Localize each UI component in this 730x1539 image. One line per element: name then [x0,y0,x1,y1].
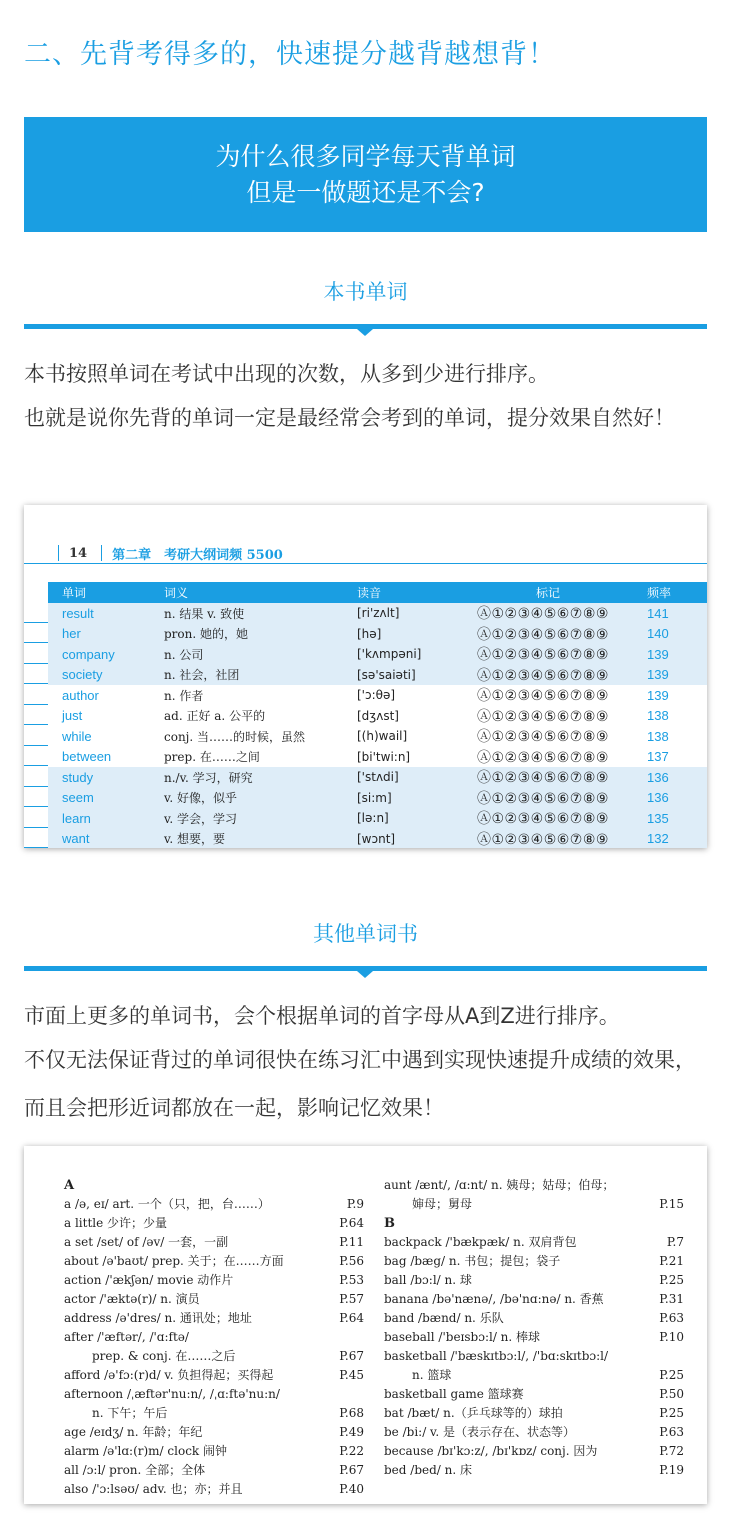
dictionary-entry [384,1290,684,1309]
entry-text: n. 篮球 [412,1368,452,1382]
frequency-cell: 141 [633,603,707,624]
dictionary-entry [64,1480,364,1499]
phonetic-cell: [si:m] [343,788,463,809]
entry-text: 婶母；舅母 [412,1197,473,1211]
entry-text: after /'æftər/, /'ɑ:ftə/ [64,1330,189,1344]
dictionary-entry [64,1442,364,1461]
entry-page: P.7 [666,1235,684,1249]
entry-text: baseball /'beɪsbɔ:l/ n. 棒球 [384,1330,541,1344]
phonetic-cell: ['ɔ:θə] [357,688,396,703]
dictionary-entry [384,1271,684,1290]
dictionary-entry [384,1195,684,1214]
entry-text: bat /bæt/ n.（乒乓球等的）球拍 [384,1406,563,1420]
entry-text: n. 下午；午后 [92,1406,168,1420]
banner-line-1: 为什么很多同学每天背单词 [215,141,516,171]
frequency-cell: 132 [633,829,707,849]
dictionary-entry [384,1423,684,1442]
entry-page: P.53 [339,1273,364,1287]
phonetic-cell: [bi'twi:n] [357,749,411,764]
word-cell: author [62,687,99,703]
dictionary-entry [384,1328,684,1347]
entry-page: P.10 [659,1330,684,1344]
entry-text: bed /bed/ n. 床 [384,1463,473,1477]
dictionary-entry [64,1252,364,1271]
word-cell: her [48,624,150,645]
phonetic-cell: [dʒʌst] [357,708,399,723]
dictionary-entry [64,1195,364,1214]
section2-rule [24,966,707,971]
frequency-cell: 139 [647,687,669,703]
dictionary-entry [64,1423,364,1442]
entry-text: be /bi:/ v. 是（表示存在、状态等） [384,1425,576,1439]
dictionary-column-right [384,1176,684,1480]
table-row [48,747,707,768]
meaning-cell: v. 学会，学习 [150,808,343,829]
dictionary-entry [64,1233,364,1252]
dictionary-entry [64,1290,364,1309]
meaning-cell: n. 作者 [164,688,204,703]
word-cell: between [62,749,112,765]
dictionary-entry [64,1347,364,1366]
frequency-table [48,582,707,848]
entry-page: P.56 [339,1254,364,1268]
phonetic-cell: [wɔnt] [343,829,463,849]
dictionary-entry [384,1385,684,1404]
section1-title: 本书单词 [323,280,408,304]
word-cell: while [62,728,92,744]
entry-page: P.31 [659,1292,684,1306]
row-marker [24,828,48,849]
word-cell: learn [48,808,150,829]
entry-page: P.57 [339,1292,364,1306]
frequency-cell: 136 [633,767,707,788]
entry-page: P.19 [659,1463,684,1477]
entry-page: P.25 [659,1406,684,1420]
book-page-header [48,543,283,563]
frequency-cell: 138 [647,728,669,744]
dictionary-entry [384,1347,684,1366]
marks-cell: Ⓐ①②③④⑤⑥⑦⑧⑨ [463,644,633,665]
dictionary-entry [64,1328,364,1347]
entry-page: P.72 [659,1444,684,1458]
frequency-cell: 135 [633,808,707,829]
row-marker [24,766,48,787]
marks-cell: Ⓐ①②③④⑤⑥⑦⑧⑨ [463,603,633,624]
table-row [48,726,707,747]
meaning-cell: n. 社会，社团 [150,665,343,686]
meaning-cell: n./v. 学习，研究 [150,767,343,788]
row-marker [24,623,48,644]
section1-rule [24,324,707,329]
entry-text: ball /bɔ:l/ n. 球 [384,1273,472,1287]
frequency-cell: 139 [633,665,707,686]
entry-text: aunt /ænt/, /ɑ:nt/ n. 姨母；姑母；伯母； [384,1178,615,1192]
phonetic-cell: [(h)wail] [357,729,408,744]
entry-text: afford /ə'fɔ:(r)d/ v. 负担得起；买得起 [64,1368,274,1382]
meaning-cell: n. 公司 [150,644,343,665]
book-page-screenshot [24,505,707,848]
col-header-marks: 标记 [463,582,633,603]
table-row [48,829,707,849]
section1-para-1: 本书按照单词在考试中出现的次数，从多到少进行排序。 [24,362,549,386]
entry-text: alarm /ə'lɑ:(r)m/ clock 闹钟 [64,1444,228,1458]
section-heading: 二、先背考得多的，快速提分越背越想背！ [24,39,556,70]
entry-text: action /'ækʃən/ movie 动作片 [64,1273,234,1287]
marks-cell: Ⓐ①②③④⑤⑥⑦⑧⑨ [463,788,633,809]
dictionary-entry [384,1176,684,1195]
meaning-cell: prep. 在……之间 [164,750,260,765]
phonetic-cell: ['kʌmpəni] [343,644,463,665]
dictionary-entry [64,1309,364,1328]
chapter-title: 第二章 考研大纲词频 5500 [112,547,283,563]
entry-page: P.45 [339,1368,364,1382]
dictionary-entry [64,1366,364,1385]
dictionary-entry [64,1404,364,1423]
phonetic-cell: ['stʌdi] [343,767,463,788]
entry-page: P.22 [339,1444,364,1458]
dictionary-entry [384,1233,684,1252]
table-row [48,808,707,829]
row-marker [24,684,48,705]
section2-title: 其他单词书 [313,922,418,946]
entry-text: a /ə, eɪ/ art. 一个（只，把，台……） [64,1197,270,1211]
col-header-meaning: 词义 [150,582,343,603]
entry-text: actor /'æktə(r)/ n. 演员 [64,1292,200,1306]
entry-text: a set /set/ of /əv/ 一套，一副 [64,1235,229,1249]
entry-text: backpack /'bækpæk/ n. 双肩背包 [384,1235,577,1249]
meaning-cell: ad. 正好 a. 公平的 [164,709,266,724]
marks-cell: Ⓐ①②③④⑤⑥⑦⑧⑨ [463,767,633,788]
dictionary-entry [384,1404,684,1423]
dictionary-entry [64,1214,364,1233]
frequency-cell: 136 [633,788,707,809]
dictionary-entry [64,1271,364,1290]
word-cell: society [48,665,150,686]
entry-text: basketball game 篮球赛 [384,1387,524,1401]
word-cell: want [48,829,150,849]
row-marker [24,746,48,767]
table-row [48,788,707,809]
entry-page: P.67 [339,1349,364,1363]
dictionary-entry [64,1385,364,1404]
entry-page: P.11 [339,1235,364,1249]
row-marker [24,664,48,685]
entry-page: P.64 [339,1311,364,1325]
marks-cell: Ⓐ①②③④⑤⑥⑦⑧⑨ [463,665,633,686]
letter-heading [384,1214,684,1233]
entry-page: P.64 [339,1216,364,1230]
entry-page: P.67 [339,1463,364,1477]
entry-page: P.25 [659,1368,684,1382]
table-row [48,624,707,645]
dictionary-column-left [64,1176,364,1499]
entry-text: also /'ɔ:lsəʊ/ adv. 也；亦；并且 [64,1482,243,1496]
frequency-cell: 139 [633,644,707,665]
word-cell: just [62,708,83,724]
row-marker [24,705,48,726]
table-row [48,685,707,706]
entry-text: age /eɪdʒ/ n. 年龄；年纪 [64,1425,203,1439]
dictionary-entry [384,1461,684,1480]
row-marker [24,807,48,828]
entry-page: P.68 [339,1406,364,1420]
entry-text: afternoon /ˌæftər'nu:n/, /ˌɑ:ftə'nu:n/ [64,1387,280,1401]
phonetic-cell: [ri'zʌlt] [343,603,463,624]
row-marker [24,725,48,746]
entry-page: P.15 [659,1197,684,1211]
entry-text: all /ɔ:l/ pron. 全部；全体 [64,1463,206,1477]
word-cell: seem [48,788,150,809]
dictionary-entry [384,1309,684,1328]
entry-text: basketball /'bæskɪtbɔ:l/, /'bɑ:skɪtbɔ:l/ [384,1349,609,1363]
meaning-cell: pron. 她的，她 [150,624,343,645]
marks-cell: Ⓐ①②③④⑤⑥⑦⑧⑨ [477,729,609,746]
entry-page: P.9 [346,1197,364,1211]
row-marker [24,602,48,623]
page-number: 14 [69,545,88,561]
table-row [48,665,707,686]
marks-cell: Ⓐ①②③④⑤⑥⑦⑧⑨ [477,688,609,705]
dictionary-entry [384,1366,684,1385]
marks-cell: Ⓐ①②③④⑤⑥⑦⑧⑨ [477,749,609,766]
word-cell: company [48,644,150,665]
meaning-cell: conj. 当……的时候，虽然 [164,729,306,744]
word-cell: study [48,767,150,788]
entry-text: address /ə'dres/ n. 通讯处；地址 [64,1311,252,1325]
phonetic-cell: [sə'saiəti] [343,665,463,686]
entry-page: P.50 [659,1387,684,1401]
marks-cell: Ⓐ①②③④⑤⑥⑦⑧⑨ [463,829,633,849]
section2-para-1: 市面上更多的单词书，会个根据单词的首字母从A到Z进行排序。 [24,1004,620,1028]
entry-text: A [64,1178,75,1193]
frequency-cell: 140 [633,624,707,645]
row-marker [24,643,48,664]
question-banner [24,117,707,232]
marks-cell: Ⓐ①②③④⑤⑥⑦⑧⑨ [463,808,633,829]
table-row [48,767,707,788]
meaning-cell: n. 结果 v. 致使 [150,603,343,624]
other-book-screenshot [24,1146,707,1504]
section2-para-2: 不仅无法保证背过的单词很快在练习汇中遇到实现快速提升成绩的效果，而且会把形近词都放在一起，影响记忆效果！ [24,1048,696,1120]
row-marker [24,787,48,808]
section1-para-2: 也就是说你先背的单词一定是最经常会考到的单词，提分效果自然好！ [24,406,675,430]
entry-page: P.63 [659,1425,684,1439]
entry-page: P.63 [659,1311,684,1325]
phonetic-cell: [lə:n] [343,808,463,829]
letter-heading [64,1176,364,1195]
dictionary-entry [384,1252,684,1271]
col-header-word: 单词 [48,582,150,603]
entry-text: band /bænd/ n. 乐队 [384,1311,504,1325]
meaning-cell: v. 好像，似乎 [150,788,343,809]
frequency-cell: 137 [647,749,669,765]
dictionary-entry [64,1461,364,1480]
entry-text: a little 少许；少量 [64,1216,168,1230]
word-cell: result [48,603,150,624]
table-row [48,706,707,727]
entry-text: about /ə'baʊt/ prep. 关于；在……方面 [64,1254,284,1268]
frequency-cell: 138 [647,708,669,724]
entry-text: because /bɪ'kɔ:z/, /bɪ'kɒz/ conj. 因为 [384,1444,598,1458]
entry-text: B [384,1216,395,1231]
entry-text: banana /bə'nænə/, /bə'nɑ:nə/ n. 香蕉 [384,1292,604,1306]
entry-text: bag /bæg/ n. 书包；提包；袋子 [384,1254,561,1268]
marks-cell: Ⓐ①②③④⑤⑥⑦⑧⑨ [463,624,633,645]
entry-page: P.49 [339,1425,364,1439]
entry-page: P.25 [659,1273,684,1287]
col-header-phonetic: 读音 [343,582,463,603]
table-row [48,644,707,665]
banner-line-2: 但是一做题还是不会? [246,177,485,207]
entry-text: prep. & conj. 在……之后 [92,1349,236,1363]
dictionary-entry [384,1442,684,1461]
col-header-frequency: 频率 [633,582,707,603]
phonetic-cell: [hə] [343,624,463,645]
meaning-cell: v. 想要，要 [150,829,343,849]
entry-page: P.21 [659,1254,684,1268]
entry-page: P.40 [339,1482,364,1496]
marks-cell: Ⓐ①②③④⑤⑥⑦⑧⑨ [477,708,609,725]
table-row [48,603,707,624]
